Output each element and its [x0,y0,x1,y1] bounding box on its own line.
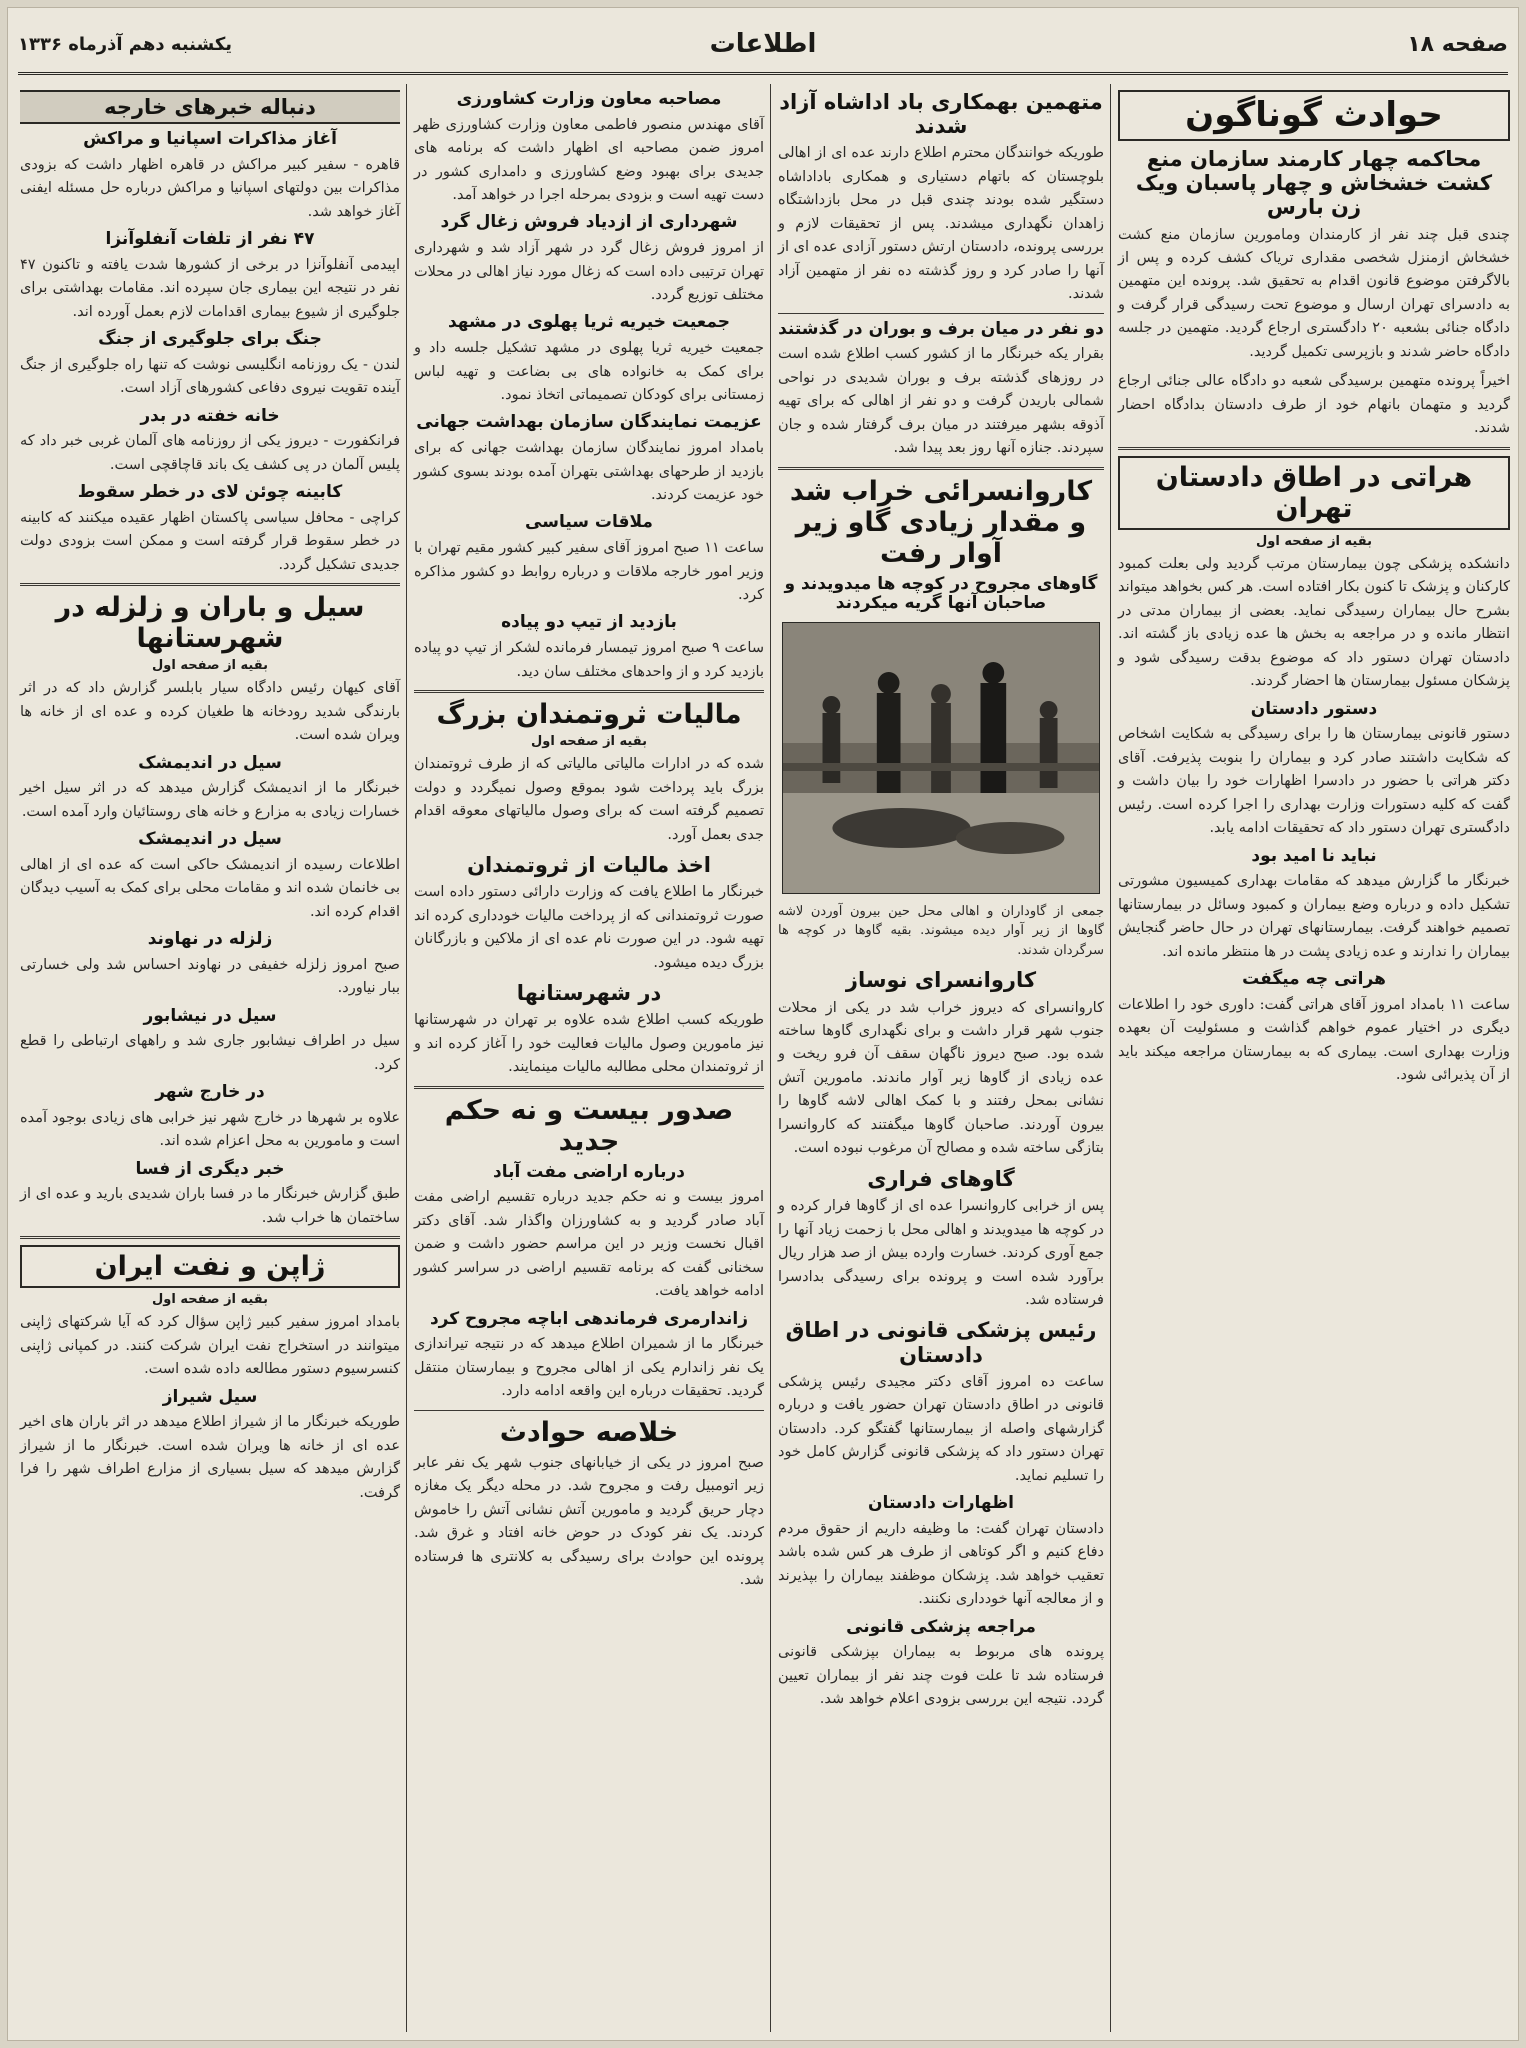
divider [20,1236,400,1239]
page-header [18,16,1508,75]
article-headline: مصاحبه معاون وزارت کشاورزی [456,89,722,109]
article-headline: ۴۷ نفر از تلفات آنفلوآنزا [105,229,315,250]
divider [778,313,1104,314]
article-body: اپیدمی آنفلوآنزا در برخی از کشورها شدت یافته و تاکنون ۴۷ نفر در نتیجه این بیماری جان سپرده اند. مقامات بهداشتی برای جلوگیری از شیوع بیماری اقدامات لازم بعمل آورده اند. [15,256,400,320]
article-body: از امروز فروش زغال گرد در شهر آزاد شد و شهرداری تهران ترتیبی داده است که زغال مورد نیاز اهالی در محلات مختلف توزیع گردد. [409,240,764,303]
column-4 [15,84,400,2032]
section-subhead: نباید نا امید بود [1251,845,1377,866]
article-body: جمعیت خیریه ثریا پهلوی در مشهد تشکیل جلسه داد و برای کمک به خانواده های بی بضاعت و تهیه لباس زمستانی برای کودکان تصمیماتی اتخاذ نمود. [409,340,764,403]
article-body: صبح امروز در یکی از خیابانهای جنوب شهر یک نفر عابر زیر اتومبیل رفت و مجروح شد. در محله دیگر یک مغازه دچار حریق گردید و مامورین آتش نشانی آتش را خاموش کردند. یک نفر کودک در حوض خانه افتاد و غرق شد. پرونده این حوادث برای رسیدگی به کلانتری ها فرستاده شد. [409,1454,764,1589]
article-headline: کابینه چوئن لای در خطر سقوط [77,482,343,503]
article-headline: دو نفر در میان برف و بوران در گذشتند [778,318,1104,339]
article-headline: محاکمه چهار کارمند سازمان منع کشت خشخاش و چهار پاسبان ویک زن بارس [1135,147,1493,220]
article-headline: هراتی در اطاق دادستان تهران [1118,456,1510,530]
article-headline: جمعیت خیریه ثریا پهلوی در مشهد [447,312,731,333]
continued-note: بقیه از صفحه اول [1256,533,1372,549]
article-body: طوریکه کسب اطلاع شده علاوه بر تهران در شهرستانها نیز مامورین وصول مالیات فعالیت خود را آغاز کرده اند و از ثروتمندان محلی مطالبه مالیات مینمایند. [409,1012,764,1076]
article-headline: کاروانسرائی خراب شد و مقدار زیادی گاو زیر آوار رفت [789,475,1093,569]
section-subhead: در خارج شهر [155,1082,265,1103]
news-photo-image [783,623,1099,893]
divider [414,1086,764,1089]
article-body: ساعت ۹ صبح امروز تیمسار فرمانده لشکر از تیپ دو پیاده بازدید کرد و از واحدهای مختلف سان دید. [409,640,764,680]
article-body: اخیراً پرونده متهمین برسیدگی شعبه دو دادگاه عالی جنائی ارجاع گردید و متهمان بانهام خود از طرف دادستان بدادگاه احضار شدند. [1113,373,1510,437]
section-subhead: مراجعه پزشکی قانونی [846,1616,1036,1637]
article-headline: جنگ برای جلوگیری از جنگ [98,329,322,350]
column-1 [1113,84,1510,2032]
article-body: کاروانسرای که دیروز خراب شد در یکی از محلات جنوب شهر قرار داشت و برای نگهداری گاوها ساخته شده بود. صبح دیروز ناگهان سقف آن فرو ریخت و عده زیادی از گاوها زیر آوار ماندند. مامورین آتش نشانی بمحل رفتند و با کمک اهالی لاشه گاوها را بیرون آوردند. صاحبان گاوها میگفتند که کاروانسرا بتازگی ساخته شده و مصالح آن مرغوب نبوده است. [773,999,1104,1157]
article-body: طوریکه خوانندگان محترم اطلاع دارند عده ای از اهالی بلوچستان که باتهام دستیاری و همکاری باداداشاه دستگیر شده بودند چندی قبل در محل بازداشتگاه زاهدان نگهداری میشدند. پس از تحقیقات لازم و بررسی پرونده، دادستان ارتش دستور آزادی عده ای از آنها را صادر کرد و روز گذشته ده نفر از متهمین آزاد شدند. [773,145,1104,303]
page-number: صفحه ۱۸ [1407,31,1508,57]
article-body: سیل در اطراف نیشابور جاری شد و راههای ارتباطی را قطع کرد. [15,1033,400,1073]
column-rule [1110,84,1111,2032]
article-body: ساعت ده امروز آقای دکتر مجیدی رئیس پزشکی قانونی در اطاق دادستان تهران حضور یافت و درباره گزارشهای واصله از بیمارستانها گفتگو کرد. دادستان تهران دستور داد که پزشکی قانونی گزارش کامل خود را تسلیم نماید. [773,1373,1104,1484]
article-body: صبح امروز زلزله خفیفی در نهاوند احساس شد ولی خسارتی ببار نیاورد. [15,956,400,997]
article-body: آقای کیهان رئیس دادگاه سیار بابلسر گزارش داد که در اثر بارندگی شدید رودخانه ها طغیان کرده و عده ای از خانه ها ویران شده است. [15,680,400,744]
article-headline: شهرداری از ازدیاد فروش زغال گرد [440,212,738,233]
section-subhead: اظهارات دادستان [868,1493,1014,1514]
column-rule [406,84,407,2032]
article-body: شده که در ادارات مالیاتی مالیاتی که از طرف ثروتمندان بزرگ باید پرداخت شود بموقع وصول نمیگردد و دولت تصمیم گرفته است که برای وصول مالیاتهای معوقه اقدام جدی بعمل آورد. [409,756,764,843]
newspaper-page [8,8,1518,2040]
section-subhead: در شهرستانها [516,981,662,1006]
article-headline: ملاقات سیاسی [525,512,653,533]
section-subhead: خبر دیگری از فسا [135,1158,285,1179]
section-subhead: کاروانسرای نوساز [845,968,1037,993]
article-body: طبق گزارش خبرنگار ما در فسا باران شدیدی بارید و عده ای از ساختمان ها خراب شد. [15,1186,400,1226]
section-subhead: هراتی چه میگفت [1242,969,1386,990]
continued-note: بقیه از صفحه اول [152,658,268,674]
column-2 [773,84,1104,2032]
section-subhead: رئیس پزشکی قانونی در اطاق دادستان [785,1318,1097,1367]
section-subhead: زلزله در نهاوند [147,929,273,950]
section-subhead: سیل در اندیمشک [138,829,282,850]
divider [414,690,764,693]
divider [778,467,1104,470]
section-subhead: دستور دادستان [1250,698,1378,719]
section-banner: دنباله خبرهای خارجه [20,90,400,124]
article-body: قاهره - سفیر کبیر مراکش در قاهره اظهار داشت که بزودی مذاکرات بین دولتهای اسپانیا و مراکش درباره حل مسئله ایفنی آغاز خواهد شد. [15,156,400,220]
article-body: آقای مهندس منصور فاطمی معاون وزارت کشاورزی ظهر امروز ضمن مصاحبه ای اظهار داشت که برنامه های جدیدی برای بهبود وضع کشاورزی و دامداری کشور در دست تهیه است و بزودی بمرحله اجرا در خواهد آمد. [409,116,764,203]
article-headline: مالیات ثروتمندان بزرگ [436,699,742,730]
divider [1118,447,1510,450]
article-headline: متهمین بهمکاری باد اداشاه آزاد شدند [779,90,1103,139]
continued-note: بقیه از صفحه اول [152,1292,268,1308]
article-body: خبرنگار ما از شمیران اطلاع میدهد که در نتیجه تیراندازی یک نفر زاندارم یکی از اهالی مجروح و بیمارستان منتقل گردید. تحقیقات درباره این واقعه ادامه دارد. [409,1336,764,1400]
photo-caption: جمعی از گاوداران و اهالی محل حین بیرون آوردن لاشه گاوها از زیر آوار دیده میشوند. بقیه گاوها در کوچه ها سرگردان شدند. [778,903,1104,958]
article-deck: درباره اراضی مفت آباد [493,1161,685,1182]
article-body: خبرنگار ما اطلاع یافت که وزارت دارائی دستور داده است صورت ثروتمندانی که از پرداخت مالیات خودداری کرده اند تهیه شود. در این صورت نام عده ای از ملاکین و بازرگانان بزرگ دیده میشود. [409,884,764,971]
article-body: پرونده های مربوط به بیماران بپزشکی قانونی فرستاده شد تا علت فوت چند نفر از بیماران تعیین گردد. نتیجه این بررسی بزودی اعلام خواهد شد. [773,1644,1104,1708]
article-body: بامداد امروز نمایندگان سازمان بهداشت جهانی که برای بازدید از طرحهای بهداشتی بتهران آمده بودند بسوی کشور خود عزیمت کردند. [409,440,764,503]
section-subhead: سیل شیراز [162,1386,258,1407]
article-body: پس از خرابی کاروانسرا عده ای از گاوها فرار کرده و در کوچه ها میدویدند و اهالی محل با زحمت زیاد آنها را جمع آوری کردند. خسارت وارده بیش از صد هزار ریال برآورد شده است و پرونده برای رسیدگی بدادسرا فرستاده شد. [773,1198,1104,1308]
issue-date: یکشنبه دهم آذرماه ۱۳۳۶ [18,33,233,55]
article-headline: ژاپن و نفت ایران [20,1245,400,1288]
article-deck: گاوهای مجروح در کوچه ها میدویدند و صاحبان آنها گریه میکردند [784,573,1098,614]
article-headline: سیل و باران و زلزله در شهرستانها [55,592,365,655]
article-body: امروز بیست و نه حکم جدید درباره تقسیم اراضی مفت آباد صادر گردید و به کشاورزان واگذار شد. آقای دکتر اقبال نخست وزیر در این مراسم حضور داشت و ضمن سخنانی گفت که برنامه تقسیم اراضی در سراسر کشور ادامه خواهد یافت. [409,1189,764,1300]
section-subhead: اخذ مالیات از ثروتمندان [467,852,711,877]
article-headline: صدور بیست و نه حکم جدید [444,1094,734,1157]
column-rule [770,84,771,2032]
article-headline: خلاصه حوادث [499,1416,679,1448]
article-body: بامداد امروز سفیر کبیر ژاپن سؤال کرد که آیا شرکتهای ژاپنی میتوانند در استخراج نفت ایران شرکت کنند. در کمپانی ژاپنی کنسرسیوم دستور مطالعه داده شده است. [15,1314,400,1378]
article-headline: آغاز مذاکرات اسپانیا و مراکش [83,129,337,150]
article-headline: بازدید از تیپ دو پیاده [501,612,677,633]
article-body: ساعت ۱۱ صبح امروز آقای سفیر کبیر کشور مقیم تهران با وزیر امور خارجه ملاقات و درباره روابط دو کشور مذاکره کرد. [409,540,764,603]
divider [20,583,400,586]
article-body: دستور قانونی بیمارستان ها را برای رسیدگی به شکایت اشخاص که شکایت داشتند صادر کرد و بیماران را بنوبت پذیرفت. آقای دکتر هراتی با حضور در دادسرا اظهارات خود را بیان داشت و گفت که کلیه دستورات وزارت بهداری را اجرا کرده است. رئیس دادگستری تهران دستور داد که تحقیقات ادامه یابد. [1113,726,1510,837]
article-body: چندی قبل چند نفر از کارمندان ومامورین سازمان منع کشت خشخاش ازمنزل شخصی مقداری تریاک کشف کرده و پس از بالاگرفتن موضوع قانون اقدام به تحقیق شد. پرونده این متهمین به دادسرای تهران ارسال و موضوع تحت رسیدگی قرار گرفت و دادگاه جنائی بشعبه ۲۰ دادگستری ارجاع گردید. متهمین در جلسه دادگاه حاضر شدند و بازپرسی تکمیل گردید. [1113,226,1510,360]
article-body: بقرار یکه خبرنگار ما از کشور کسب اطلاع شده است در روزهای گذشته برف و بوران شدیدی در نواحی شمالی باریدن گرفت و دو نفر از اهالی که برای تهیه آذوقه بشهر میرفتند در میان برف گرفتار شده و جان سپردند. جنازه آنها روز بعد پیدا شد. [773,346,1104,457]
news-photo [782,622,1100,894]
article-body: خبرنگار ما گزارش میدهد که مقامات بهداری کمیسیون مشورتی تشکیل داده و درباره وضع بیماران و کمبود وسائل در بیمارستانها تصمیم خواهند گرفت. بیمارستانهای تهران در حال حاضر گنجایش بیماران را ندارند و عده زیادی پشت در ها منتظر مانده اند. [1113,873,1510,960]
section-subhead: سیل در اندیمشک [138,752,282,773]
article-body: فرانکفورت - دیروز یکی از روزنامه های آلمان غربی خبر داد که پلیس آلمان در پی کشف یک باند قاچاقچی است. [15,433,400,473]
article-headline: عزیمت نمایندگان سازمان بهداشت جهانی [416,412,762,433]
article-body: دانشکده پزشکی چون بیمارستان مرتب گردید ولی بعلت کمبود کارکنان و پزشک تا کنون بکار افتاده است. هر کس بخواهد میتواند بشرح حال بیماران رسیدگی نماید. بعضی از بیماران مدتی در انتظار مانده و در مراجعه به بخش ها عده زیادی باز گشته اند. دادستان تهران دستور داد که موضوع بدقت رسیدگی شود و پزشکان مسئول بیمارستان ها احضار گردند. [1113,555,1510,690]
section-subhead: زاندارمری فرماندهی اباچه مجروح کرد [429,1308,749,1329]
section-subhead: گاوهای فراری [867,1166,1015,1191]
article-body: کراچی - محافل سیاسی پاکستان اظهار عقیده میکنند که کابینه در خطر سقوط قرار گرفته است و ممکن است بزودی دولت جدیدی تشکیل گردد. [15,509,400,573]
column-3 [409,84,764,2032]
article-body: خبرنگار ما از اندیمشک گزارش میدهد که در اثر سیل اخیر خسارات زیادی به مزارع و خانه های روستائیان وارد آمده است. [15,780,400,820]
banner-headline: حوادث گوناگون [1118,90,1510,141]
section-subhead: سیل در نیشابور [143,1005,277,1026]
divider [414,1410,764,1411]
article-body: لندن - یک روزنامه انگلیسی نوشت که تنها راه جلوگیری از جنگ آینده تقویت نیروی دفاعی کشورهای آزاد است. [15,356,400,397]
article-body: طوریکه خبرنگار ما از شیراز اطلاع میدهد در اثر باران های اخیر عده ای از خانه ها ویران شده است. خبرنگار ما از شیراز گزارش میدهد که سیل بسیاری از مزارع اطراف شهر را فرا گرفت. [15,1414,400,1501]
article-headline: خانه خفته در بدر [140,405,280,426]
article-body: دادستان تهران گفت: ما وظیفه داریم از حقوق مردم دفاع کنیم و اگر کوتاهی از طرف هر کس شده باشد تعقیب خواهد شد. پزشکان موظفند بیماران را بپذیرند و از معالجه آنها خودداری نکنند. [773,1520,1104,1608]
continued-note: بقیه از صفحه اول [531,734,647,750]
article-body: ساعت ۱۱ بامداد امروز آقای هراتی گفت: داوری خود را اطلاعات دیگری در اختیار عموم خواهم گذاشت و مسئولیت آن بعهده وزارت بهداری است. بیماری که به بیمارستان مراجعه میکند باید از آن پذیرائی شود. [1113,996,1510,1084]
newspaper-name: اطلاعات [709,29,817,59]
article-body: اطلاعات رسیده از اندیمشک حاکی است که عده ای از اهالی بی خانمان شده اند و مقامات محلی برای کمک به آسیب دیدگان اقدام کرده اند. [15,856,400,920]
article-body: علاوه بر شهرها در خارج شهر نیز خرابی های زیادی بوجود آمده است و مامورین به محل اعزام شده اند. [15,1109,400,1150]
